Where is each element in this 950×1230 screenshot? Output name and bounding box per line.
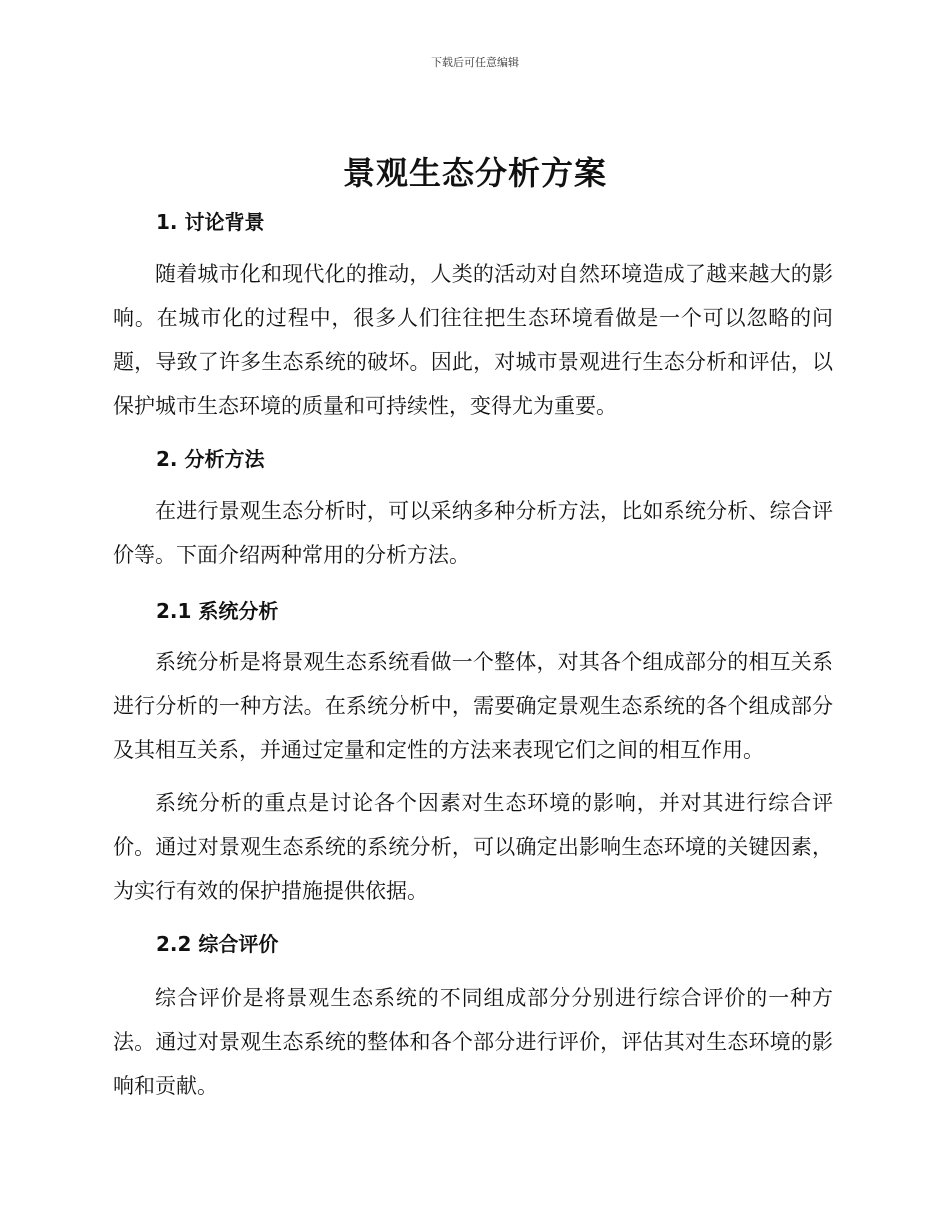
- section-paragraph: 系统分析的重点是讨论各个因素对生态环境的影响，并对其进行综合评价。通过对景观生态系统的系统分析，可以确定出影响生态环境的关键因素，为实行有效的保护措施提供依据。: [113, 791, 833, 903]
- header-note: 下载后可任意编辑: [431, 56, 519, 69]
- section-heading-background: 1. 讨论背景: [156, 210, 265, 234]
- section-paragraph: 系统分析是将景观生态系统看做一个整体，对其各个组成部分的相互关系进行分析的一种方法。在系统分析中，需要确定景观生态系统的各个组成部分及其相互关系，并通过定量和定性的方法来表现它们之间的相互作用。: [113, 650, 833, 762]
- section-paragraph: 综合评价是将景观生态系统的不同组成部分分别进行综合评价的一种方法。通过对景观生态系统的整体和各个部分进行评价，评估其对生态环境的影响和贡献。: [113, 986, 833, 1098]
- section-paragraph: 随着城市化和现代化的推动，人类的活动对自然环境造成了越来越大的影响。在城市化的过程中，很多人们往往把生态环境看做是一个可以忽略的问题，导致了许多生态系统的破坏。因此，对城市景观进行生态分析和评估，以保护城市生态环境的质量和可持续性，变得尤为重要。: [113, 262, 833, 418]
- document-title: 景观生态分析方案: [342, 154, 607, 192]
- section-heading-methods: 2. 分析方法: [156, 447, 265, 471]
- section-heading-comprehensive-evaluation: 2.2 综合评价: [156, 932, 279, 956]
- section-paragraph: 在进行景观生态分析时，可以采纳多种分析方法，比如系统分析、综合评价等。下面介绍两种常用的分析方法。: [113, 499, 833, 567]
- section-heading-system-analysis: 2.1 系统分析: [156, 599, 279, 623]
